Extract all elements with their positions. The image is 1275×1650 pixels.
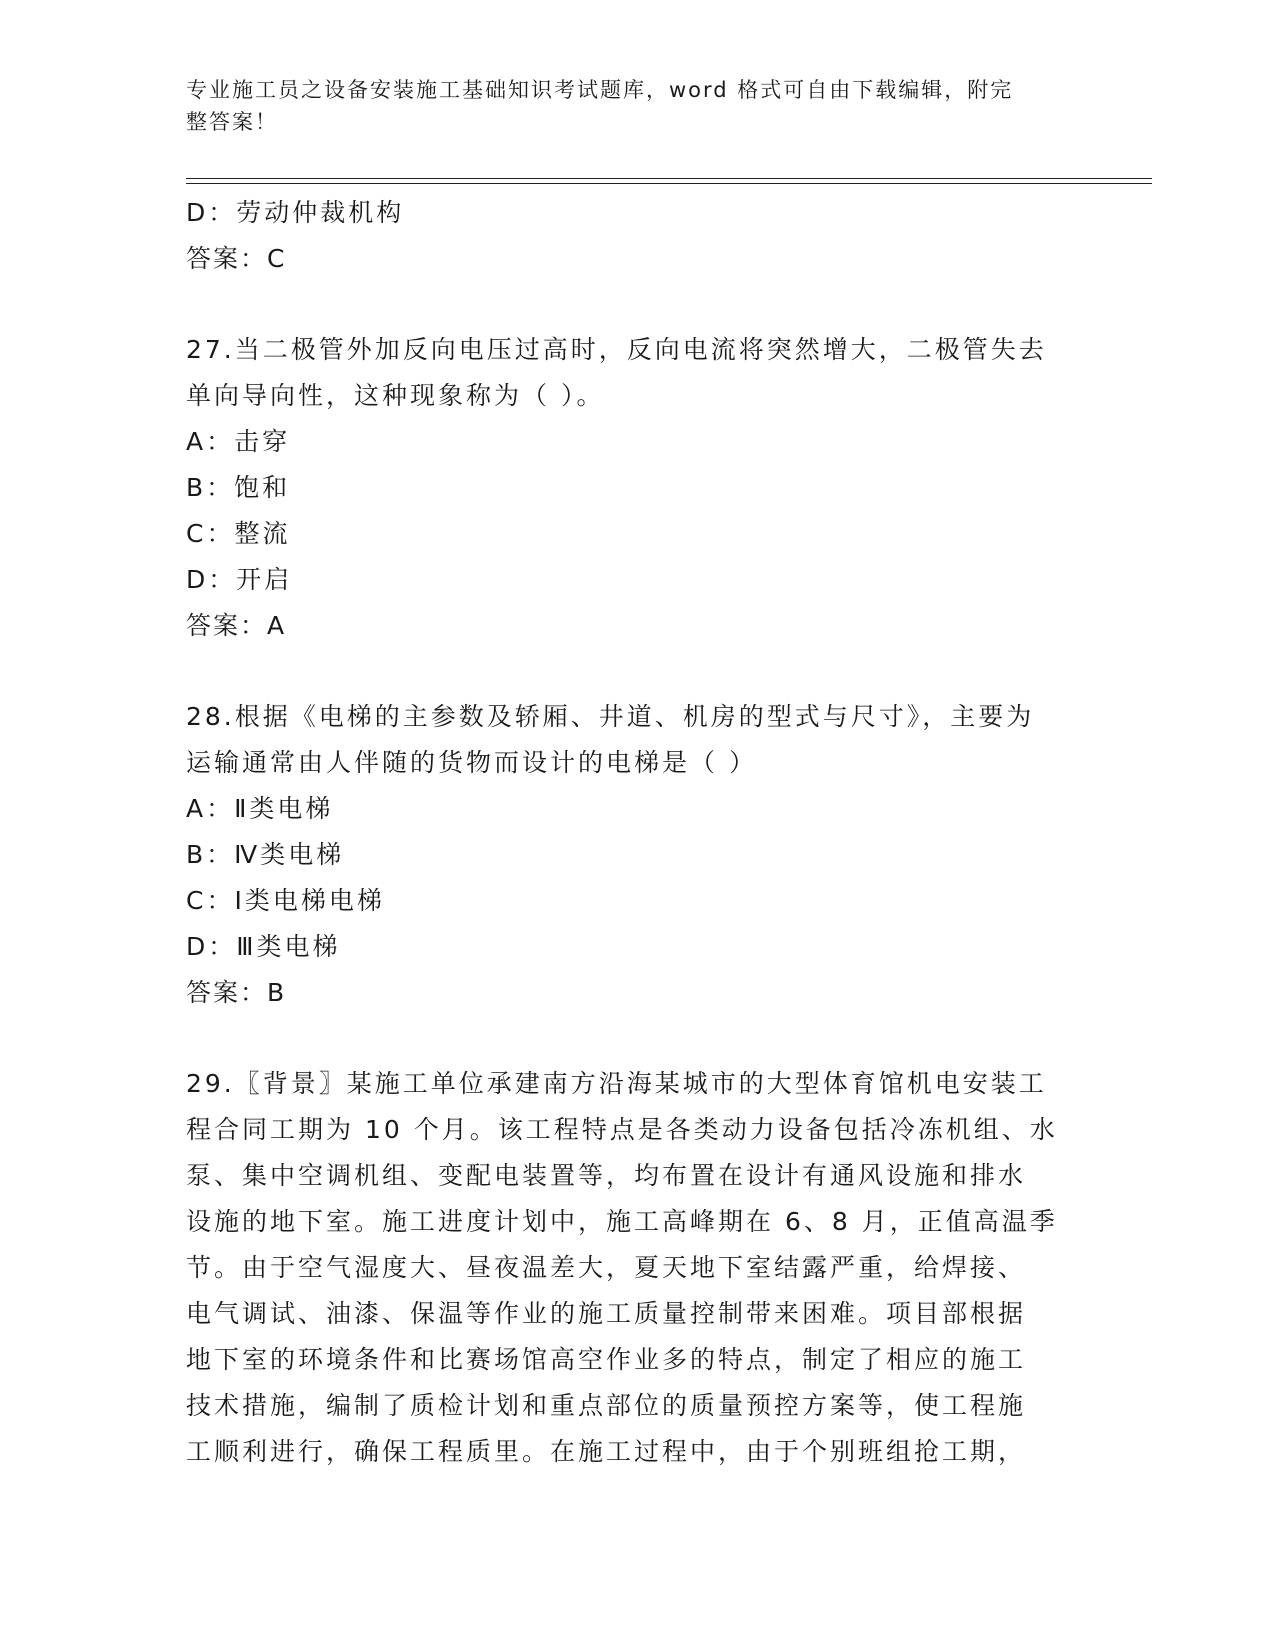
question-27 (186, 327, 1086, 649)
spacer (186, 1016, 1086, 1061)
q28-stem-line-2: 运输通常由人伴随的货物而设计的电梯是（ ） (186, 748, 757, 777)
prev-answer: 答案：C (186, 244, 287, 273)
header-divider-bottom (186, 183, 1152, 184)
question-content (186, 190, 1086, 1475)
q28-option-a: A：Ⅱ类电梯 (186, 794, 334, 823)
q27-option-a: A：击穿 (186, 427, 291, 456)
q27-option-b: B：饱和 (186, 473, 291, 502)
q28-answer: 答案：B (186, 978, 287, 1007)
q28-stem-line-1: 28.根据《电梯的主参数及轿厢、井道、机房的型式与尺寸》，主要为 (186, 702, 1035, 731)
q29-line-7: 地下室的环境条件和比赛场馆高空作业多的特点，制定了相应的施工 (186, 1345, 1027, 1374)
q29-line-6: 电气调试、油漆、保温等作业的施工质量控制带来困难。项目部根据 (186, 1299, 1027, 1328)
q27-option-c: C：整流 (186, 519, 291, 548)
header-divider-top (186, 178, 1152, 179)
q29-line-3: 泵、集中空调机组、变配电装置等，均布置在设计有通风设施和排水 (186, 1161, 1027, 1190)
q29-line-9: 工顺利进行，确保工程质里。在施工过程中，由于个别班组抢工期， (186, 1437, 1027, 1466)
header-line-2: 整答案！ (186, 110, 278, 134)
question-29 (186, 1061, 1086, 1475)
spacer (186, 282, 1086, 327)
question-28 (186, 694, 1086, 1016)
q27-option-d: D：开启 (186, 565, 293, 594)
q28-option-d: D：Ⅲ类电梯 (186, 932, 341, 961)
prev-option-d: D：劳动仲裁机构 (186, 198, 405, 227)
q27-stem-line-2: 单向导向性，这种现象称为（ ）。 (186, 381, 605, 410)
q27-stem-line-1: 27.当二极管外加反向电压过高时，反向电流将突然增大，二极管失去 (186, 335, 1047, 364)
q29-line-2: 程合同工期为 10 个月。该工程特点是各类动力设备包括冷冻机组、水 (186, 1115, 1058, 1144)
q29-line-1: 29.〖背景〗某施工单位承建南方沿海某城市的大型体育馆机电安装工 (186, 1069, 1047, 1098)
page-header (186, 74, 1066, 138)
q28-option-c: C：Ⅰ类电梯电梯 (186, 886, 385, 915)
q29-line-4: 设施的地下室。施工进度计划中，施工高峰期在 6、8 月，正值高温季 (186, 1207, 1058, 1236)
q29-line-5: 节。由于空气湿度大、昼夜温差大，夏天地下室结露严重，给焊接、 (186, 1253, 1027, 1282)
header-line-1: 专业施工员之设备安装施工基础知识考试题库，word 格式可自由下载编辑，附完 (186, 78, 1014, 102)
q28-option-b: B：Ⅳ类电梯 (186, 840, 345, 869)
spacer (186, 649, 1086, 694)
q29-line-8: 技术措施，编制了质检计划和重点部位的质量预控方案等，使工程施 (186, 1391, 1027, 1420)
q27-answer: 答案：A (186, 611, 287, 640)
